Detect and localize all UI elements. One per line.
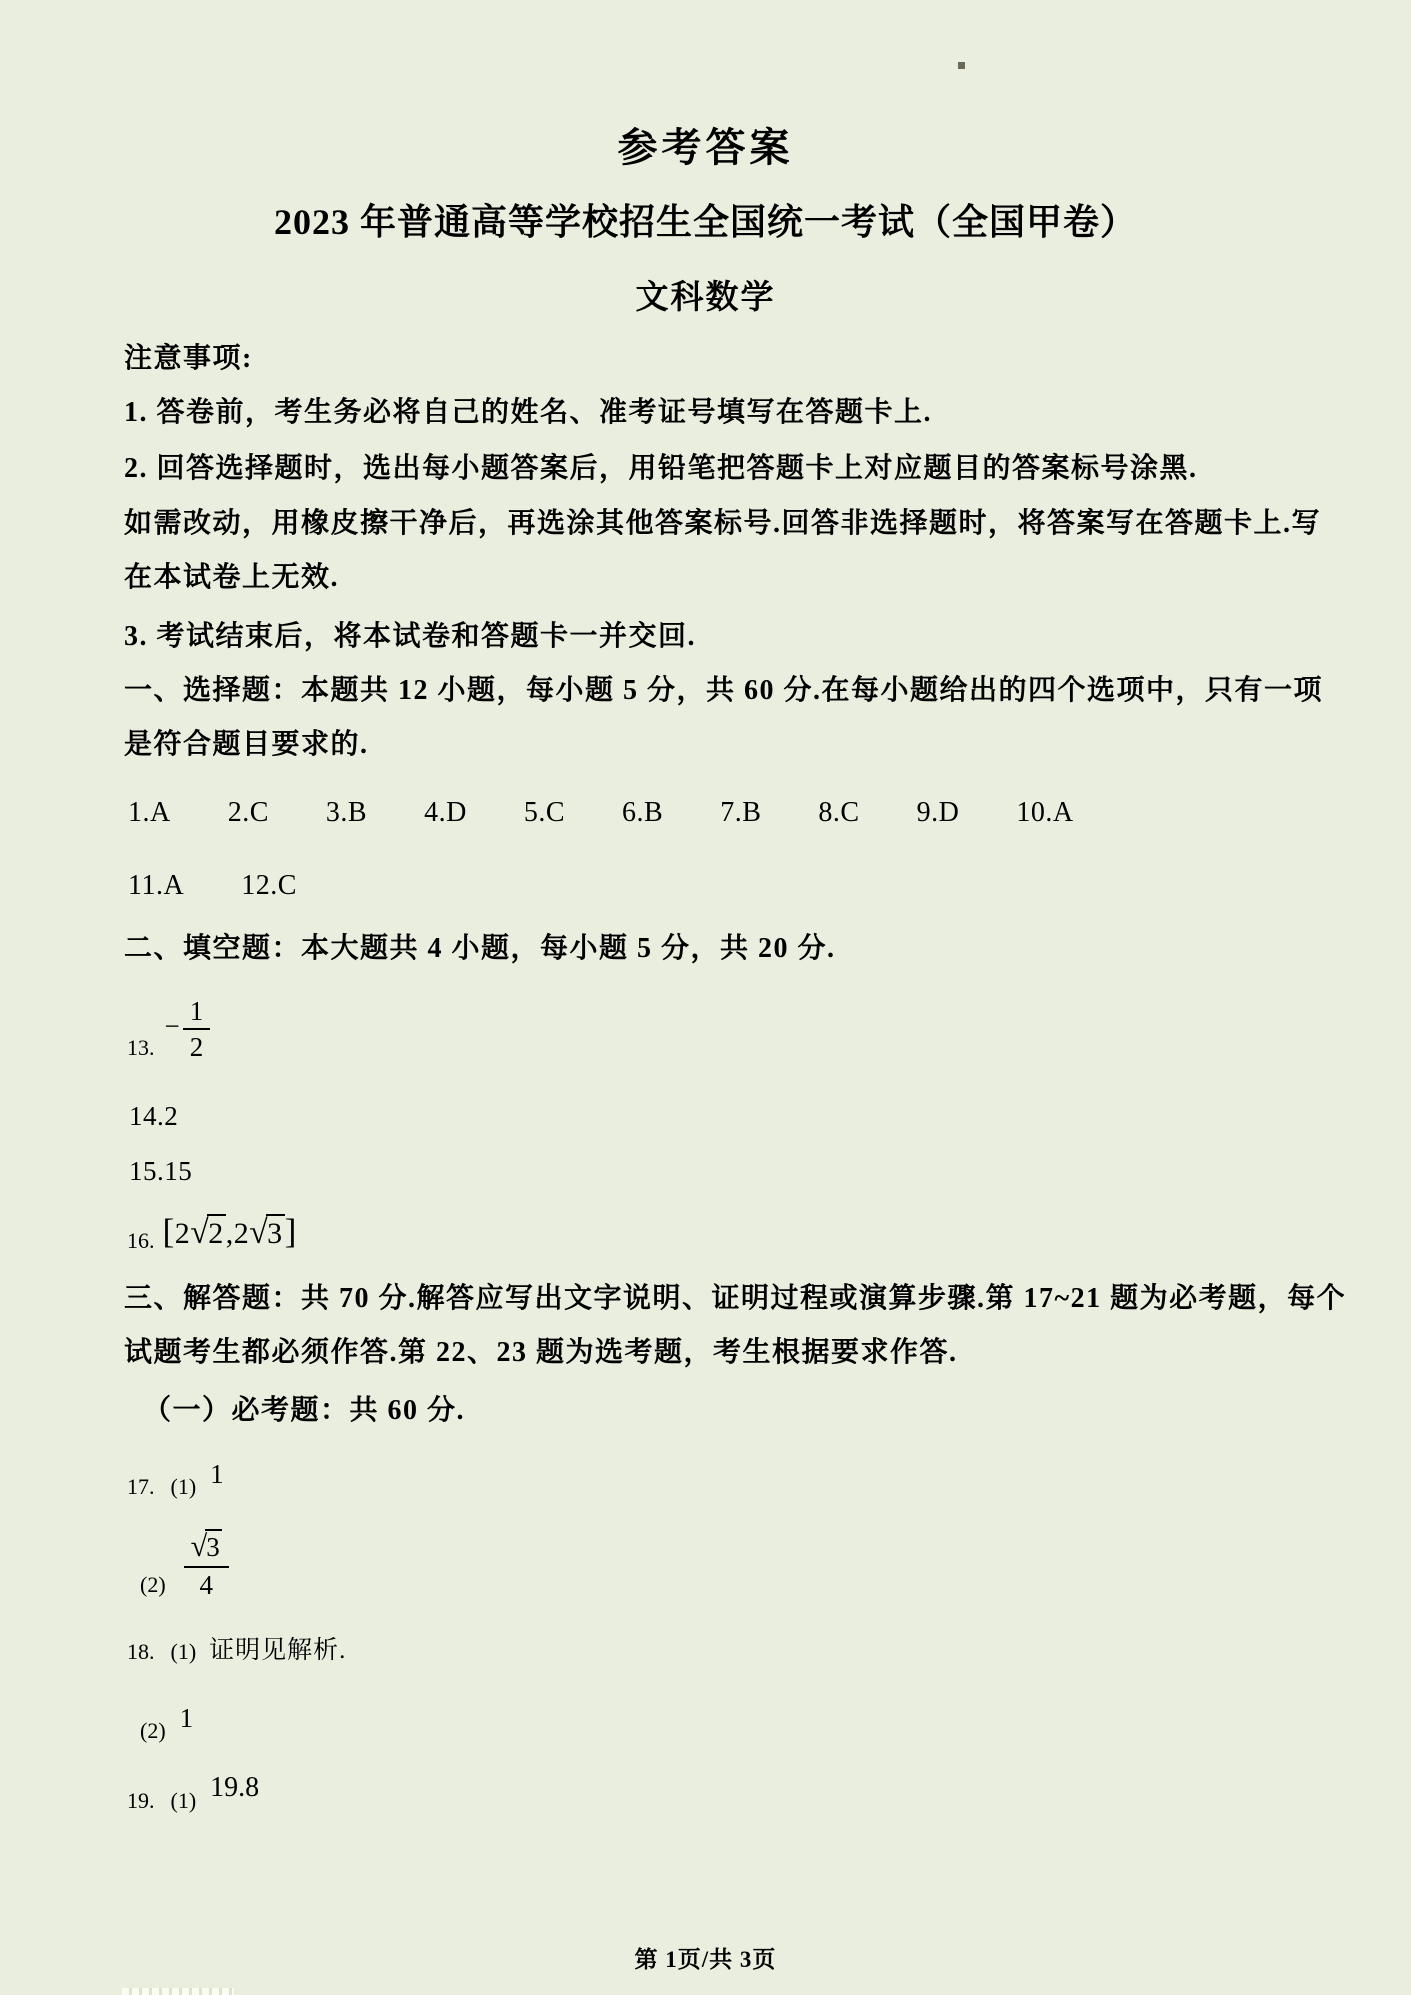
solution-answer-17-part2 xyxy=(140,1530,229,1600)
q14-answer: 2 xyxy=(164,1101,179,1131)
comma-separator: , xyxy=(225,1217,234,1250)
radicand-2: 3 xyxy=(266,1214,285,1250)
fill-answer-15 xyxy=(129,1157,192,1187)
radical-sign: √ xyxy=(190,1214,210,1251)
scan-speck-artifact xyxy=(958,62,965,69)
solution-answer-19-part1 xyxy=(127,1773,259,1813)
q18-label: 18. xyxy=(127,1639,155,1665)
section3-heading-line1: 三、解答题：共 70 分.解答应写出文字说明、证明过程或演算步骤.第 17~21 题为必考题，每个 xyxy=(124,1283,1347,1314)
section2-heading: 二、填空题：本大题共 4 小题，每小题 5 分，共 20 分. xyxy=(124,933,836,964)
section1-heading-line1: 一、选择题：本题共 12 小题，每小题 5 分，共 60 分.在每小题给出的四个选项中，只有一项 xyxy=(124,675,1324,706)
choice-answer-3: 3.B xyxy=(325,797,368,828)
q13-value xyxy=(165,996,211,1062)
q17-part1-answer: 1 xyxy=(210,1459,224,1489)
fraction xyxy=(184,1530,229,1600)
fraction xyxy=(183,996,211,1062)
choice-answer-10: 10.A xyxy=(1016,797,1074,828)
choice-answer-2: 2.C xyxy=(227,797,269,828)
q15-answer: 15 xyxy=(164,1156,193,1186)
choice-answers-row-2 xyxy=(128,871,297,902)
q18-part2-answer: 1 xyxy=(179,1703,194,1733)
q13-label: 13. xyxy=(127,1035,155,1061)
q17-part2-value xyxy=(184,1530,229,1600)
radicand-1: 2 xyxy=(207,1214,226,1250)
radicand: 3 xyxy=(205,1529,222,1562)
fraction-numerator xyxy=(184,1530,229,1568)
q18-part2-label: (2) xyxy=(140,1717,166,1743)
notice-item-2-continued: 如需改动，用橡皮擦干净后，再选涂其他答案标号.回答非选择题时，将答案写在答题卡上.写 xyxy=(124,508,1322,539)
section1-heading-line2: 是符合题目要求的. xyxy=(124,729,369,760)
radical-sign: √ xyxy=(190,1529,208,1563)
close-bracket: ] xyxy=(284,1211,297,1251)
fraction-denominator: 4 xyxy=(199,1569,213,1600)
choice-answer-1: 1.A xyxy=(128,797,171,828)
exam-title: 2023 年普通高等学校招生全国统一考试（全国甲卷） xyxy=(273,202,1137,242)
q15-label: 15. xyxy=(129,1156,165,1186)
q16-interval-expression xyxy=(163,1212,297,1252)
q19-part1-label: (1) xyxy=(170,1787,197,1813)
notice-item-1: 1. 答卷前，考生务必将自己的姓名、准考证号填写在答题卡上. xyxy=(124,397,933,428)
q16-label: 16. xyxy=(127,1227,155,1253)
page-title: 参考答案 xyxy=(617,125,794,170)
q19-part1-answer: 19.8 xyxy=(210,1772,260,1803)
fill-answer-14 xyxy=(129,1102,178,1132)
fraction-numerator: 1 xyxy=(183,996,211,1030)
choice-answer-11: 11.A xyxy=(128,870,185,901)
q17-part1-label: (1) xyxy=(170,1473,197,1499)
coefficient-2: 2 xyxy=(233,1217,250,1250)
q14-label: 14. xyxy=(129,1101,165,1131)
notice-heading: 注意事项: xyxy=(124,343,253,374)
q18-part1-answer: 证明见解析. xyxy=(209,1637,347,1664)
notice-item-2-end: 在本试卷上无效. xyxy=(124,562,340,593)
fill-answer-16 xyxy=(127,1212,297,1255)
solution-answer-18-part2 xyxy=(140,1704,193,1743)
choice-answer-4: 4.D xyxy=(424,797,467,828)
notice-item-2: 2. 回答选择题时，选出每小题答案后，用铅笔把答题卡上对应题目的答案标号涂黑. xyxy=(124,453,1198,484)
open-bracket: [ xyxy=(162,1211,175,1251)
choice-answer-5: 5.C xyxy=(523,797,566,828)
choice-answer-6: 6.B xyxy=(622,797,664,828)
solution-answer-18-part1 xyxy=(127,1637,346,1665)
choice-answers-row-1 xyxy=(128,798,1074,829)
q18-part1-label: (1) xyxy=(170,1639,197,1665)
notice-item-3: 3. 考试结束后，将本试卷和答题卡一并交回. xyxy=(124,621,697,652)
coefficient-1: 2 xyxy=(174,1217,191,1250)
choice-answer-7: 7.B xyxy=(720,797,762,828)
required-questions-subheading: （一）必考题：共 60 分. xyxy=(143,1395,466,1426)
subject-title: 文科数学 xyxy=(635,280,776,316)
fraction-denominator: 2 xyxy=(189,1032,204,1063)
section3-heading-line2: 试题考生都必须作答.第 22、23 题为选考题，考生根据要求作答. xyxy=(124,1337,958,1368)
page-number-indicator: 第 1页/共 3页 xyxy=(634,1947,777,1972)
q19-label: 19. xyxy=(127,1787,155,1813)
choice-answer-9: 9.D xyxy=(916,797,960,828)
q17-label: 17. xyxy=(127,1473,155,1499)
fill-answer-13 xyxy=(127,996,210,1062)
bottom-edge-watermark-fragment xyxy=(122,1988,234,1995)
solution-answer-17-part1 xyxy=(127,1460,224,1499)
minus-sign: − xyxy=(164,1011,180,1042)
q17-part2-label: (2) xyxy=(140,1571,166,1597)
choice-answer-12: 12.C xyxy=(241,870,297,901)
radical-sign: √ xyxy=(249,1214,269,1251)
choice-answer-8: 8.C xyxy=(818,797,860,828)
